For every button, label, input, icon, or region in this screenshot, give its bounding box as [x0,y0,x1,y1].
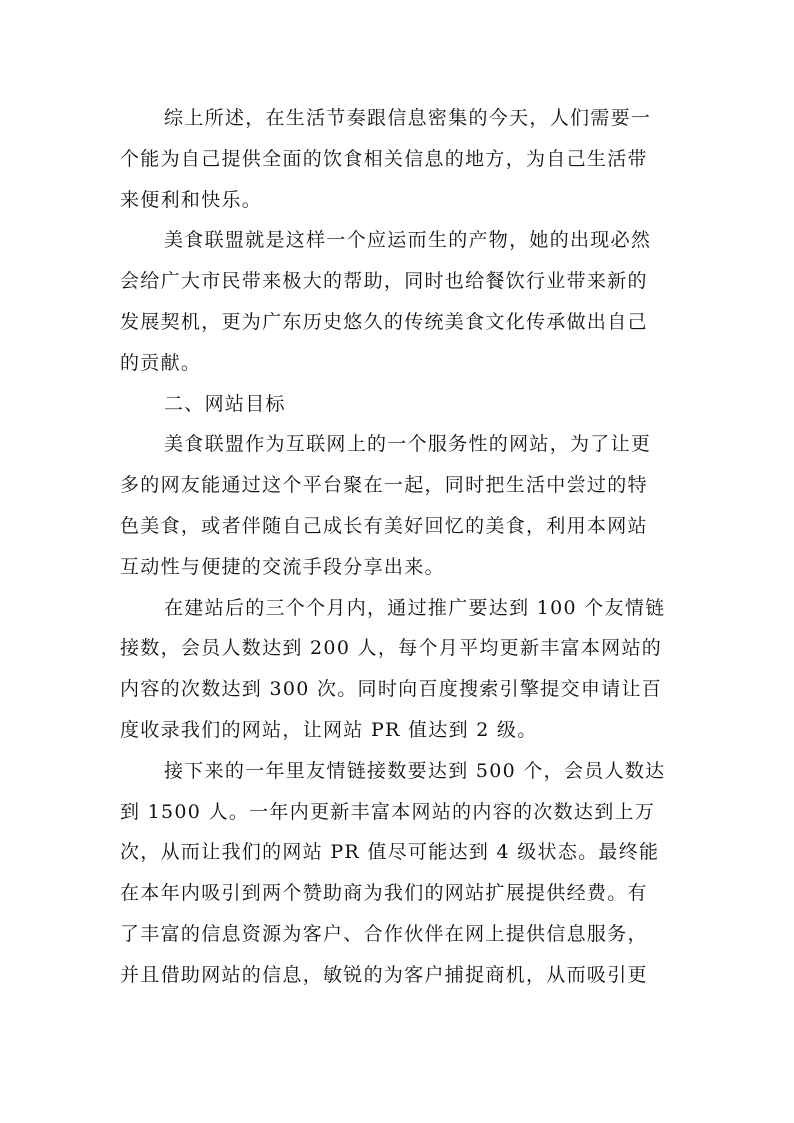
paragraph-alliance-line-2: 会给广大市民带来极大的帮助，同时也给餐饮行业带来新的 [120,270,648,293]
paragraph-goals-line-2: 多的网友能通过这个平台聚在一起，同时把生活中尝过的特 [120,474,648,497]
paragraph-one-year-line-4: 在本年内吸引到两个赞助商为我们的网站扩展提供经费。有 [120,882,648,905]
paragraph-goals-line-3: 色美食，或者伴随自己成长有美好回忆的美食，利用本网站 [120,514,648,537]
paragraph-one-year-line-5: 了丰富的信息资源为客户、合作伙伴在网上提供信息服务， [120,922,648,945]
paragraph-alliance-line-1: 美食联盟就是这样一个应运而生的产物，她的出现必然 [164,229,652,252]
paragraph-one-year-line-2: 到 1500 人。一年内更新丰富本网站的内容的次数达到上万 [120,800,656,823]
paragraph-summary-line-1: 综上所述，在生活节奏跟信息密集的今天，人们需要一 [164,107,652,129]
paragraph-goals-line-1: 美食联盟作为互联网上的一个服务性的网站，为了让更 [164,433,652,456]
section-heading-website-goals: 二、网站目标 [164,392,286,415]
paragraph-alliance-line-3: 发展契机，更为广东历史悠久的传统美食文化传承做出自己 [120,310,648,333]
paragraph-three-months-line-4: 度收录我们的网站，让网站 PR 值达到 2 级。 [120,718,538,741]
paragraph-one-year-line-3: 次，从而让我们的网站 PR 值尽可能达到 4 级状态。最终能 [120,841,660,864]
paragraph-goals-line-4: 互动性与便捷的交流手段分享出来。 [120,555,445,578]
paragraph-three-months-line-2: 接数，会员人数达到 200 人，每个月平均更新丰富本网站的 [120,637,663,660]
paragraph-one-year-line-1: 接下来的一年里友情链接数要达到 500 个，会员人数达 [164,759,666,782]
paragraph-summary-line-3: 来便利和快乐。 [120,188,263,211]
paragraph-summary-line-2: 个能为自己提供全面的饮食相关信息的地方，为自己生活带 [120,147,648,170]
paragraph-one-year-line-6: 并且借助网站的信息，敏锐的为客户捕捉商机，从而吸引更 [120,963,648,986]
document-page [120,98,682,996]
paragraph-alliance-line-4: 的贡献。 [120,351,202,374]
paragraph-three-months-line-3: 内容的次数达到 300 次。同时向百度搜索引擎提交申请让百 [120,678,663,701]
paragraph-three-months-line-1: 在建站后的三个个月内，通过推广要达到 100 个友情链 [164,596,666,619]
